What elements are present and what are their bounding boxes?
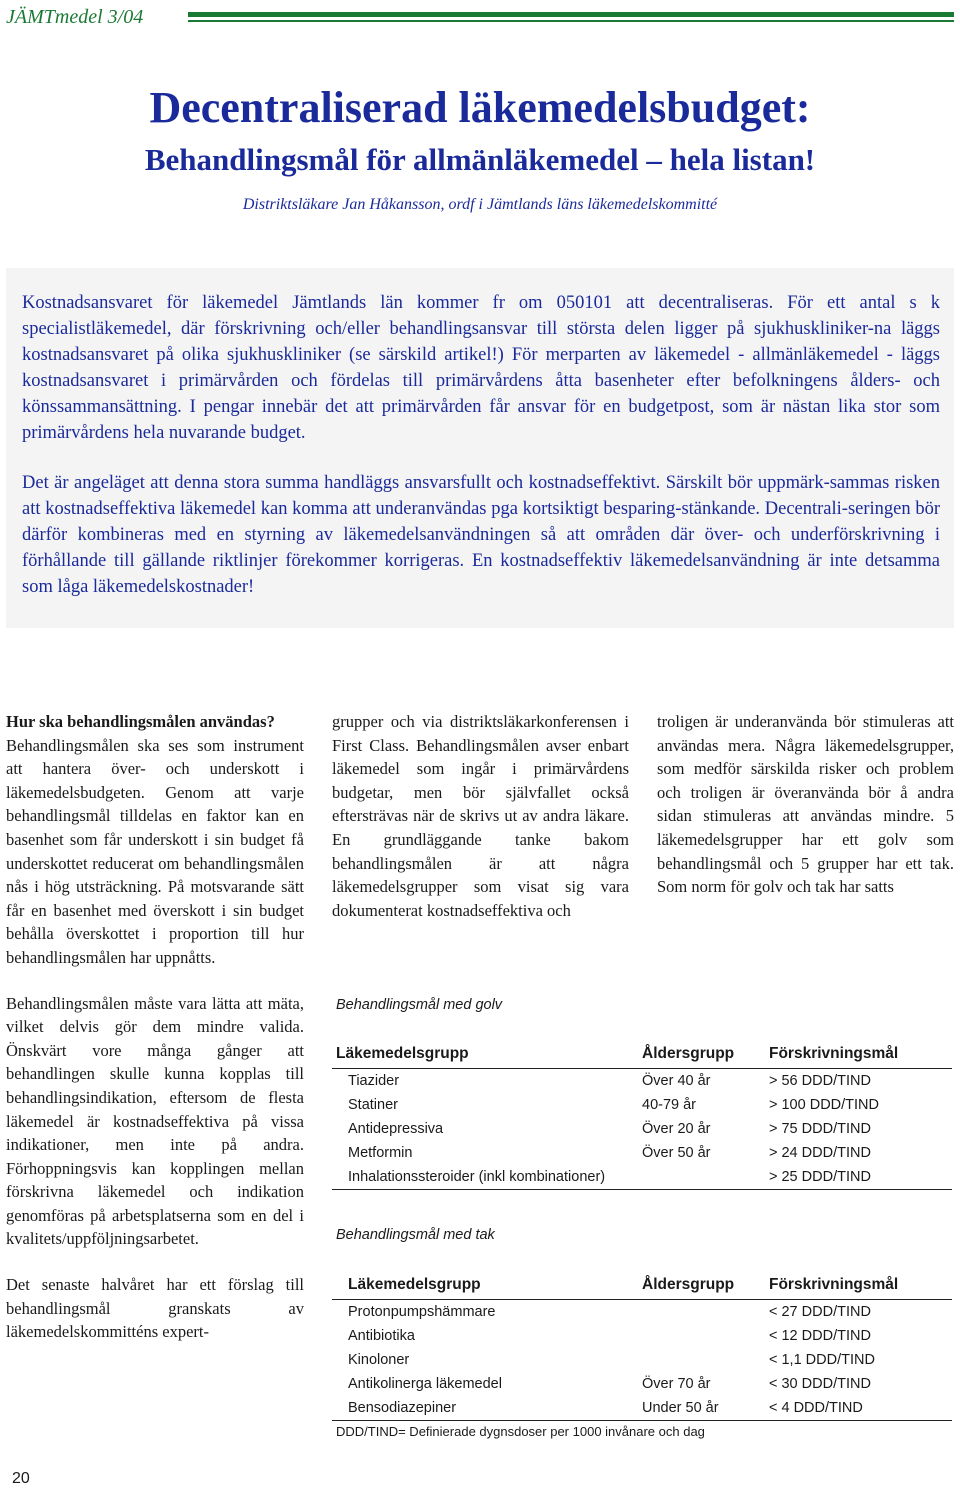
table-cell: Under 50 år <box>642 1400 719 1416</box>
table-header-row <box>332 1271 952 1300</box>
body-column-2 <box>332 710 629 922</box>
body-paragraph: grupper och via distriktsläkarkonferensen i First Class. Behandlingsmålen avser enbart läkemedel som ingår i primärvårdens budgetar, men bör självfallet också eftersträvas när de skrivs ut av andra läkare. En grundläggande tanke bakom behandlingsmålen är att några läkemedelsgrupper som visat sig vara dokumenterat kostnadseffektiva och <box>332 712 629 920</box>
table-caption-tak: Behandlingsmål med tak <box>336 1227 495 1243</box>
table-tak <box>332 1271 952 1421</box>
column-header: Läkemedelsgrupp <box>336 1045 469 1062</box>
intro-paragraph-1: Kostnadsansvaret för läkemedel Jämtlands län kommer fr om 050101 att decentraliseras. För ett antal s k specialistläkemedel, där förskrivning och/eller behandlingsansvar till största delen ligger på sjukhuskliniker-na läggs kostnadsansvaret på olika sjukhuskliniker (se särskild artikel!) För merparten av läkemedel - allmänläkemedel - läggs kostnadsansvaret i primärvården och fördelas till primärvårdens åtta basenheter efter befolkningens ålders- och könssammansättning. I pengar innebär det att primärvården får ansvar för en budgetpost, som är nästan lika stor som primärvårdens hela nuvarande budget. <box>22 293 940 443</box>
column-header: Läkemedelsgrupp <box>348 1276 481 1293</box>
intro-paragraph-2: Det är angeläget att denna stora summa handläggs ansvarsfullt och kostnadseffektivt. Särskilt bör uppmärk-sammas risken att kostnadseffektiva läkemedel kan komma att underanvändas pga kortsiktigt besparing-stänkande. Decentrali-seringen bör därför kombineras med en styrning av läkemedelsanvändningen så att områden där över- och underförskrivning i förhållande till gällande riktlinjer förekommer korrigeras. En kostnadseffektiv läkemedelsanvändning är inte detsamma som låga läkemedelskostnader! <box>22 473 940 597</box>
body-paragraph: Behandlingsmålen ska ses som instrument att hantera över- och underskott i läkemedelsbudgeten. Genom att varje behandlingsmål tilldelas en faktor kan en basenhet som får underskott i sin budget få underskottet reducerat om behandlingsmålen nås i hög utsträckning. På motsvarande sätt får en basenhet med överskott i sin budget behålla överskottet i proportion till hur behandlingsmålen har uppnåtts. <box>6 735 304 967</box>
header-rule <box>188 12 954 22</box>
table-cell: > 25 DDD/TIND <box>769 1169 871 1185</box>
article-title: Decentraliserad läkemedelsbudget: <box>149 83 811 132</box>
table-cell: Inhalationssteroider (inkl kombinationer) <box>348 1169 606 1185</box>
table-cell: 40-79 år <box>642 1097 697 1113</box>
table-cell: Metformin <box>348 1145 413 1161</box>
table-cell: Över 70 år <box>642 1376 711 1392</box>
table-row <box>332 1372 952 1396</box>
table-cell: Antidepressiva <box>348 1121 444 1137</box>
table-row <box>332 1348 952 1372</box>
table-row <box>332 1141 952 1165</box>
table-cell: Kinoloner <box>348 1352 410 1368</box>
table-caption-golv: Behandlingsmål med golv <box>336 997 503 1013</box>
table-cell: Bensodiazepiner <box>348 1400 457 1416</box>
table-cell: < 12 DDD/TIND <box>769 1328 871 1344</box>
column-header: Åldersgrupp <box>642 1045 735 1062</box>
page-number: 20 <box>12 1470 30 1487</box>
body-paragraph: troligen är underanvända bör stimuleras att användas mera. Några läkemedelsgrupper, som medför särskilda risker och problem och troligen är överanvända bör å andra sidan stimuleras att användas mindre. 5 läkemedelsgrupper har ett golv som behandlingsmål och 5 grupper har ett tak. Som norm för golv och tak har satts <box>657 712 954 897</box>
journal-header: JÄMTmedel 3/04 <box>6 6 144 28</box>
body-column-1 <box>6 710 304 1344</box>
table-golv <box>332 1040 952 1190</box>
table-row <box>332 1165 952 1190</box>
table-cell: Över 20 år <box>642 1121 711 1137</box>
table-cell: > 75 DDD/TIND <box>769 1121 871 1137</box>
table-cell: < 30 DDD/TIND <box>769 1376 871 1392</box>
body-paragraph: Det senaste halvåret har ett förslag till behandlingsmål granskats av läkemedelskommitténs expert- <box>6 1275 304 1342</box>
table-cell: > 100 DDD/TIND <box>769 1097 879 1113</box>
column-header: Förskrivningsmål <box>769 1276 899 1293</box>
table-cell: Protonpumpshämmare <box>348 1304 496 1320</box>
body-column-3 <box>657 710 954 899</box>
body-paragraph: Behandlingsmålen måste vara lätta att mäta, vilket delvis gör dem mindre valida. Önskvärt vore många gånger att behandlingen skulle kunna kopplas till behandlingsindikation, eftersom de flesta läkemedel är kostnadseffektiva på vissa indikationer, men inte på andra. Förhoppningsvis kan kopplingen mellan förskrivna läkemedel och indikation genomföras på arbetsplatserna som en del i kvalitets/uppföljningsarbetet. <box>6 993 304 1249</box>
table-cell: Antikolinerga läkemedel <box>348 1376 502 1392</box>
column-header: Förskrivningsmål <box>769 1045 899 1062</box>
table-cell: < 27 DDD/TIND <box>769 1304 871 1320</box>
section-heading: Hur ska behandlingsmålen användas? <box>6 712 275 731</box>
table-row <box>332 1396 952 1421</box>
table-footnote: DDD/TIND= Definierade dygnsdoser per 1000 invånare och dag <box>336 1424 705 1439</box>
column-header: Åldersgrupp <box>642 1276 735 1293</box>
table-cell: Tiazider <box>348 1073 400 1089</box>
intro-box <box>6 268 954 628</box>
table-cell: > 56 DDD/TIND <box>769 1073 871 1089</box>
table-cell: < 4 DDD/TIND <box>769 1400 863 1416</box>
table-cell: Över 50 år <box>642 1145 711 1161</box>
table-row <box>332 1117 952 1141</box>
table-row <box>332 1300 952 1324</box>
table-cell: < 1,1 DDD/TIND <box>769 1352 875 1368</box>
table-cell: Statiner <box>348 1097 398 1113</box>
table-cell: Antibiotika <box>348 1328 415 1344</box>
table-row <box>332 1093 952 1117</box>
article-subtitle: Behandlingsmål för allmänläkemedel – hela listan! <box>144 142 816 177</box>
table-row <box>332 1324 952 1348</box>
table-cell: > 24 DDD/TIND <box>769 1145 871 1161</box>
table-cell: Över 40 år <box>642 1073 711 1089</box>
table-row <box>332 1069 952 1093</box>
article-author: Distriktsläkare Jan Håkansson, ordf i Jämtlands läns läkemedelskommitté <box>242 196 718 213</box>
table-header-row <box>332 1040 952 1069</box>
